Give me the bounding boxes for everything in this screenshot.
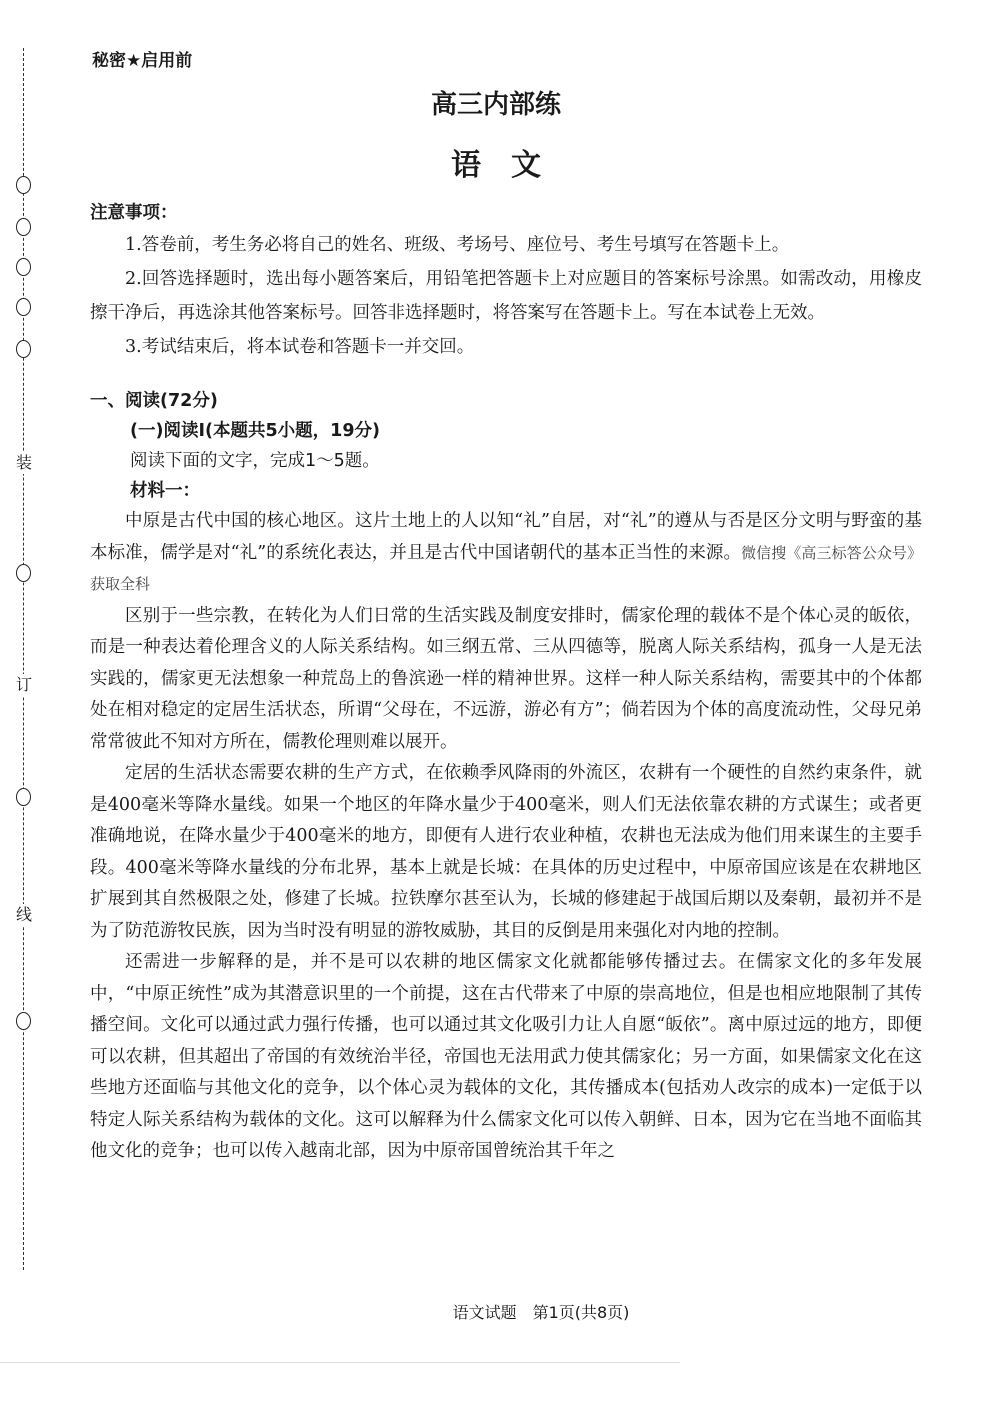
notes-title: 注意事项： <box>90 203 178 223</box>
binding-hole-icon <box>16 564 31 582</box>
binding-char-ding: 订 <box>13 674 35 696</box>
note-item: 3.考试结束后，将本试卷和答题卡一并交回。 <box>125 337 475 357</box>
passage-paragraph <box>90 506 922 601</box>
binding-char-xian: 线 <box>13 904 35 926</box>
note-item: 2.回答选择题时，选出每小题答案后，用铅笔把答题卡上对应题目的答案标号涂黑。如需改动，用橡皮擦干净后，再选涂其他答案标号。回答非选择题时，将答案写在答题卡上。写在本试卷上无效。 <box>90 269 922 323</box>
binding-char-zhuang: 装 <box>13 452 35 474</box>
note-item: 1.答卷前，考生务必将自己的姓名、班级、考场号、座位号、考生号填写在答题卡上。 <box>125 235 790 255</box>
subsection-heading: (一)阅读Ⅰ(本题共5小题，19分) <box>130 421 381 441</box>
exam-title: 高三内部练 <box>430 90 561 120</box>
paragraph-text: 中原是古代中国的核心地区。这片土地上的人以知“礼”自居，对“礼”的遵从与否是区分文明与野蛮的基本标准，儒学是对“礼”的系统化表达，并且是古代中国诸朝代的基本正当性的来源。 <box>90 511 922 563</box>
page-footer: 语文试题 第1页(共8页) <box>452 1303 630 1322</box>
binding-hole-icon <box>16 258 31 276</box>
reading-instruction: 阅读下面的文字，完成1～5题。 <box>130 451 380 471</box>
binding-hole-icon <box>16 340 31 358</box>
passage-paragraph: 定居的生活状态需要农耕的生产方式，在依赖季风降雨的外流区，农耕有一个硬性的自然约束条件，就是400毫米等降水量线。如果一个地区的年降水量少于400毫米，则人们无法依靠农耕的方式谋生；或者更准确地说，在降水量少于400毫米的地方，即便有人进行农业种植，农耕也无法成为他们用来谋生的主要手段。400毫米等降水量线的分布北界，基本上就是长城：在具体的历史过程中，中原帝国应该是在农耕地区扩展到其自然极限之处，修建了长城。拉铁摩尔甚至认为，长城的修建起于战国后期以及秦朝，最初并不是为了防范游牧民族，因为当时没有明显的游牧威胁，其目的反倒是用来强化对内地的控制。 <box>90 763 922 941</box>
material-label: 材料一： <box>130 481 200 501</box>
watermark-text: 微信搜《高三标答公众号》获取全科 <box>90 543 922 593</box>
confidential-label: 秘密★启用前 <box>92 51 193 71</box>
section-heading: 一、阅读(72分) <box>90 391 218 411</box>
binding-hole-icon <box>16 298 31 316</box>
bottom-divider <box>0 1362 680 1363</box>
subject-title: 语文 <box>451 148 571 183</box>
passage-paragraph: 区别于一些宗教，在转化为人们日常的生活实践及制度安排时，儒家伦理的载体不是个体心灵的皈依，而是一种表达着伦理含义的人际关系结构。如三纲五常、三从四德等，脱离人际关系结构，孤身一人是无法实践的，儒家更无法想象一种荒岛上的鲁滨逊一样的精神世界。这样一种人际关系结构，需要其中的个体都处在相对稳定的定居生活状态，所谓“父母在，不远游，游必有方”；倘若因为个体的高度流动性，父母兄弟常常彼此不知对方所在，儒教伦理则难以展开。 <box>90 605 922 752</box>
binding-hole-icon <box>16 788 31 806</box>
binding-hole-icon <box>16 218 31 236</box>
passage-paragraph: 还需进一步解释的是，并不是可以农耕的地区儒家文化就都能够传播过去。在儒家文化的多年发展中，“中原正统性”成为其潜意识里的一个前提，这在古代带来了中原的崇高地位，但是也相应地限制了其传播空间。文化可以通过武力强行传播，也可以通过其文化吸引力让人自愿“皈依”。离中原过远的地方，即便可以农耕，但其超出了帝国的有效统治半径，帝国也无法用武力使其儒家化；另一方面，如果儒家文化在这些地方还面临与其他文化的竞争，以个体心灵为载体的文化，其传播成本(包括劝人改宗的成本)一定低于以特定人际关系结构为载体的文化。这可以解释为什么儒家文化可以传入朝鲜、日本，因为它在当地不面临其他文化的竞争；也可以传入越南北部，因为中原帝国曾统治其千年之 <box>90 952 922 1161</box>
binding-hole-icon <box>16 1012 31 1030</box>
exam-content <box>90 198 922 1168</box>
